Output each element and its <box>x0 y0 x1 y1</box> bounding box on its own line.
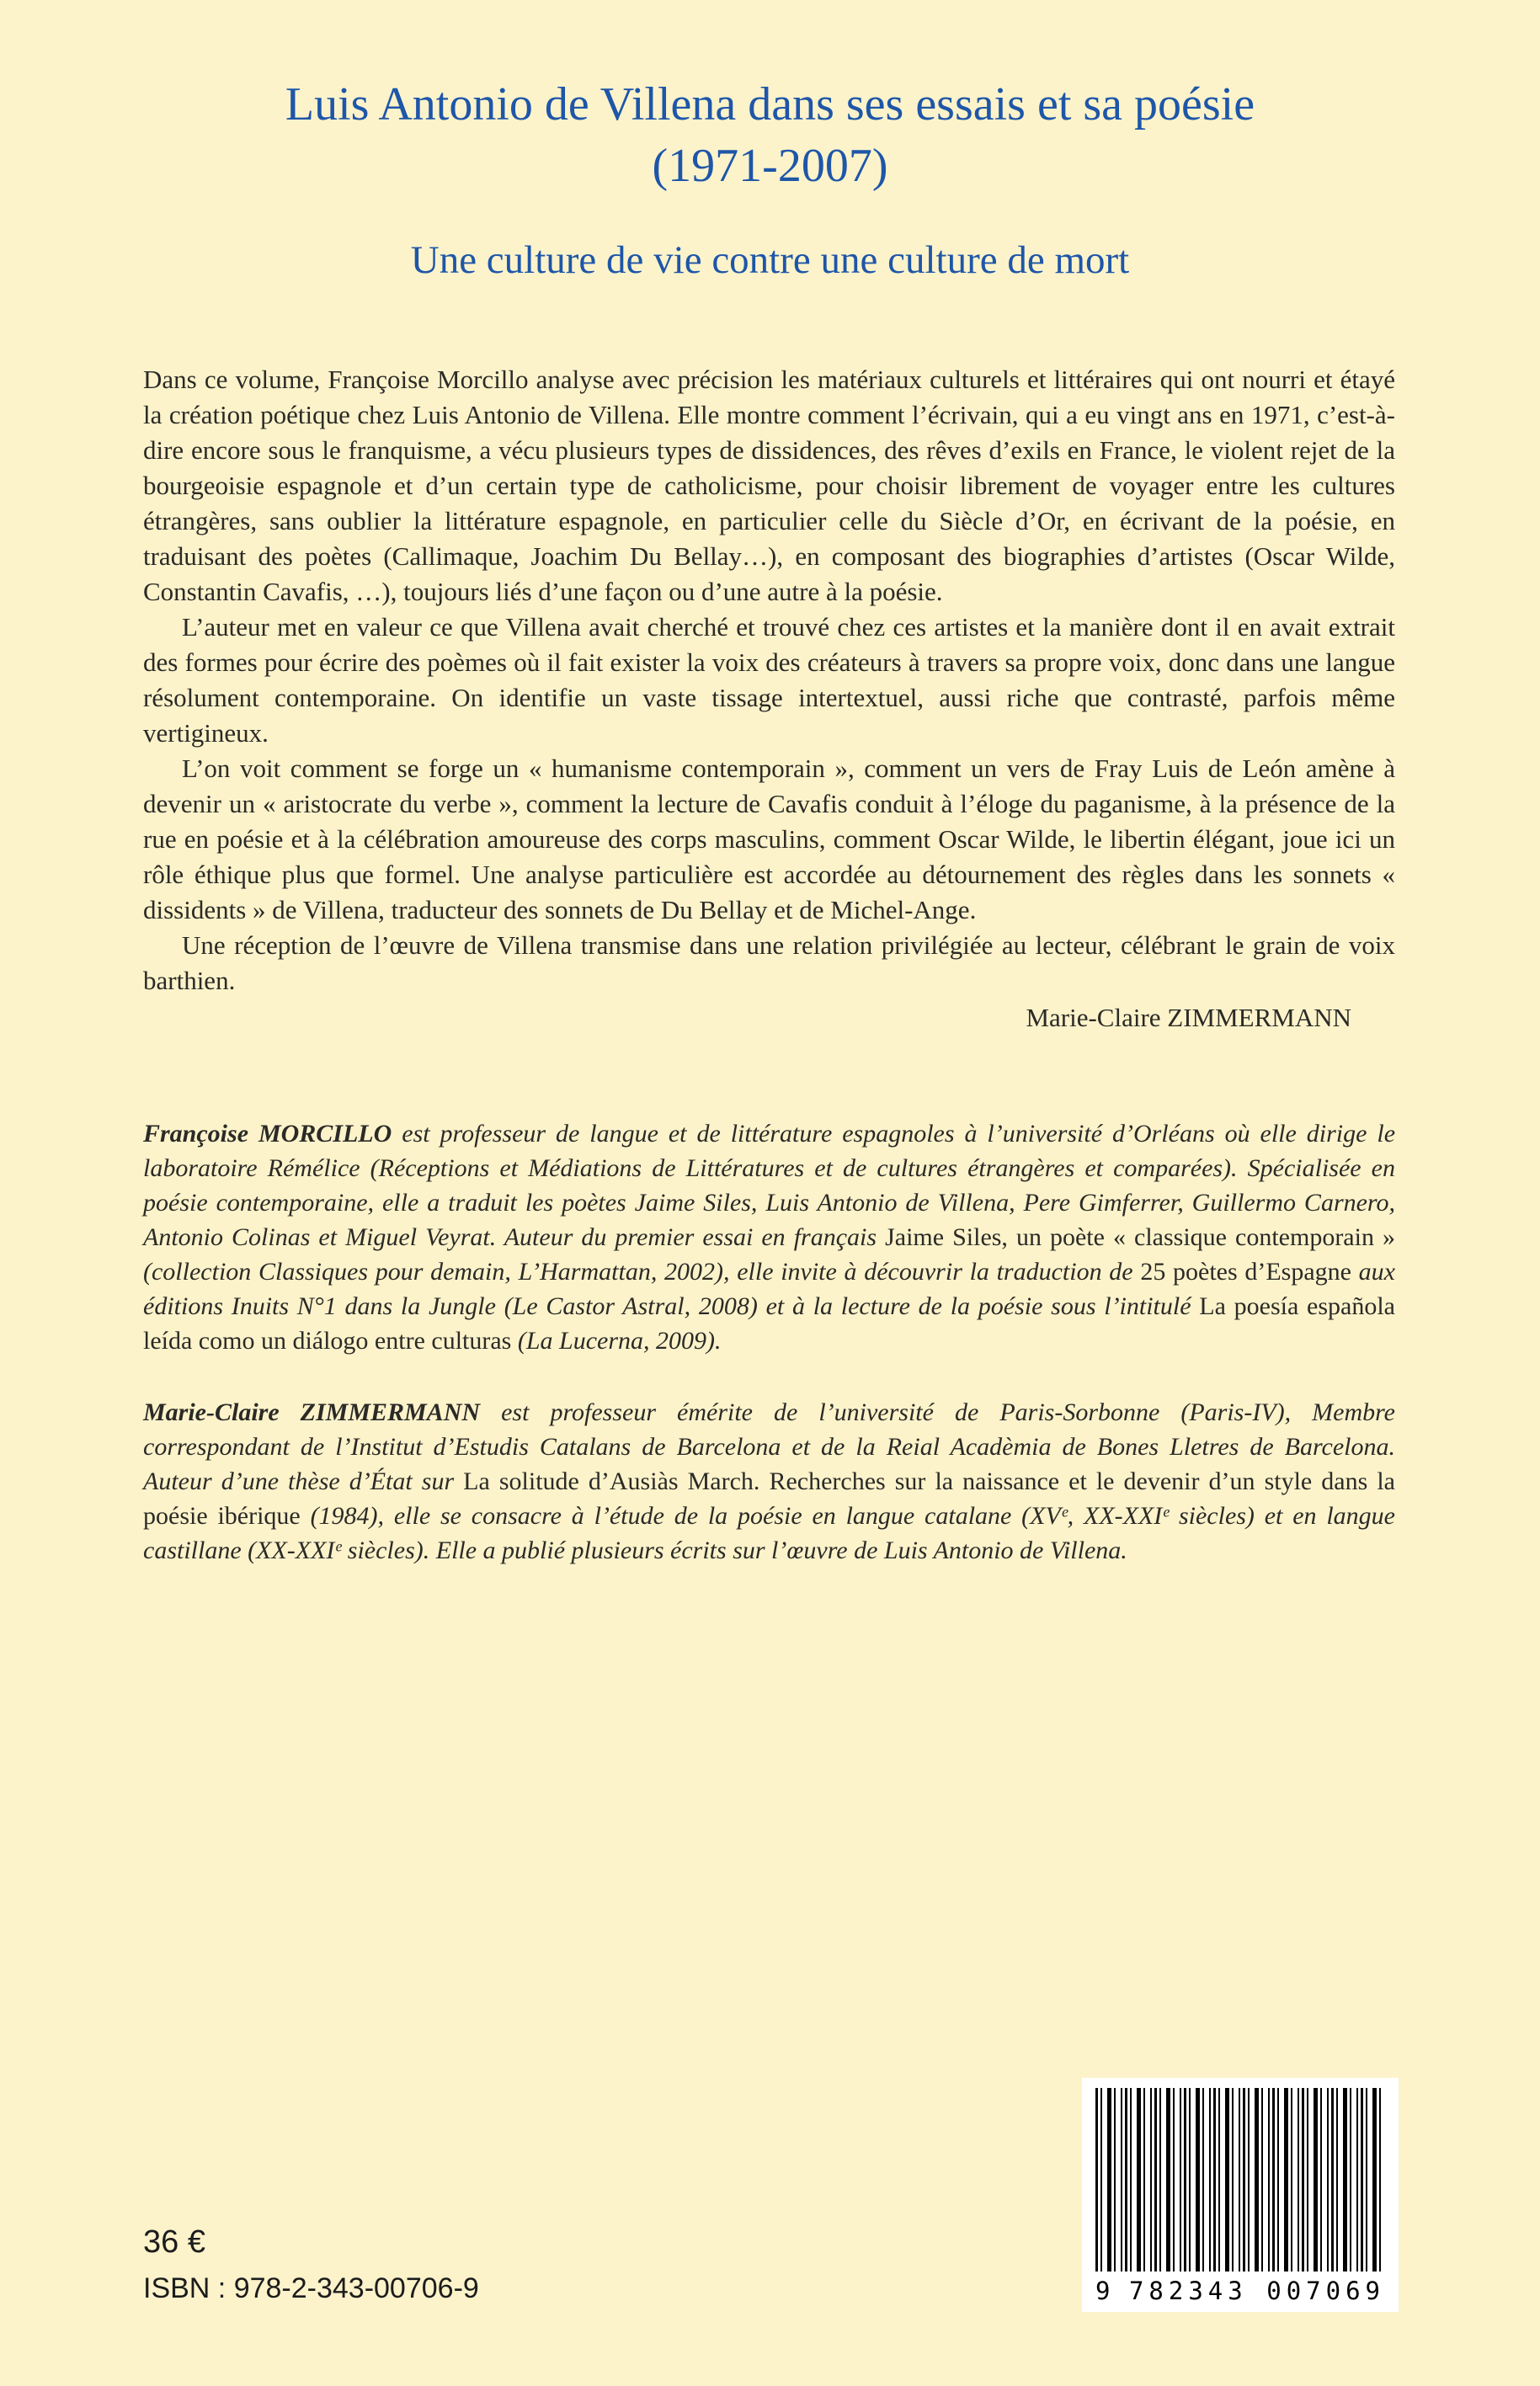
summary-signature: Marie-Claire ZIMMERMANN <box>1026 1003 1351 1033</box>
price: 36 € <box>143 2224 205 2260</box>
back-cover-summary <box>143 362 1395 1036</box>
title-line2: (1971-2007) <box>652 139 888 192</box>
summary-paragraph: Dans ce volume, Françoise Morcillo analyse avec précision les matériaux culturels et littéraires qui ont nourri et étayé la création poétique chez Luis Antonio de Villena. Elle montre comment l’écrivain, qui a eu vingt ans en 1971, c’est-à-dire encore sous le franquisme, a vécu plusieurs types de dissidences, des rêves d’exils en France, le violent rejet de la bourgeoisie espagnole et d’un certain type de catholicisme, pour choisir librement de voyager entre les cultures étrangères, sans oublier la littérature espagnole, en particulier celle du Siècle d’Or, en écrivant de la poésie, en traduisant des poètes (Callimaque, Joachim Du Bellay…), en composant des biographies d’artistes (Oscar Wilde, Constantin Cavafis, …), toujours liés d’une façon ou d’une autre à la poésie. <box>143 365 1395 607</box>
bio-morcillo: Françoise MORCILLO est professeur de langue et de littérature espagnoles à l’université d’Orléans où elle dirige le laboratoire Rémélice (Réceptions et Médiations de Littératures et de cultures étrangères et comparées). Spécialisée en poésie contemporaine, elle a traduit les poètes Jaime Siles, Luis Antonio de Villena, Pere Gimferrer, Guillermo Carnero, Antonio Colinas et Miguel Veyrat. Auteur du premier essai en français Jaime Siles, un poète « classique contemporain » (collection Classiques pour demain, L’Harmattan, 2002), elle invite à découvrir la traduction de 25 poètes d’Espagne aux éditions Inuits N°1 dans la Jungle (Le Castor Astral, 2008) et à la lecture de la poésie sous l’intitulé La poesía española leída como un diálogo entre culturas (La Lucerna, 2009). <box>143 1120 1396 1355</box>
page-subtitle: Une culture de vie contre une culture de mort <box>410 237 1130 282</box>
title-block <box>97 74 1443 285</box>
barcode <box>1082 2078 1399 2312</box>
isbn: ISBN : 978-2-343-00706-9 <box>143 2272 479 2304</box>
page-title <box>97 74 1443 197</box>
summary-paragraph: L’on voit comment se forge un « humanisme contemporain », comment un vers de Fray Luis de León amène à devenir un « aristocrate du verbe », comment la lecture de Cavafis conduit à l’éloge du paganisme, à la présence de la rue en poésie et à la célébration amoureuse des corps masculins, comment Oscar Wilde, le libertin élégant, joue ici un rôle éthique plus que formel. Une analyse particulière est accordée au détournement des règles dans les sonnets « dissidents » de Villena, traducteur des sonnets de Du Bellay et de Michel-Ange. <box>143 754 1395 925</box>
barcode-digit-left: 9 <box>1095 2277 1111 2305</box>
summary-paragraph: Une réception de l’œuvre de Villena transmise dans une relation privilégiée au lecteur, célébrant le grain de voix barthien. <box>143 930 1395 996</box>
barcode-digits <box>1095 2271 1385 2305</box>
summary-paragraph: L’auteur met en valeur ce que Villena avait cherché et trouvé chez ces artistes et la manière dont il en avait extrait des formes pour écrire des poèmes où il fait exister la voix des créateurs à travers sa propre voix, donc dans une langue résolument contemporaine. On identifie un vaste tissage intertextuel, aussi riche que contrasté, parfois même vertigineux. <box>143 612 1395 748</box>
barcode-digits-group1: 782343 <box>1128 2277 1248 2305</box>
author-bios <box>143 1116 1395 1568</box>
barcode-bars-icon <box>1095 2088 1385 2271</box>
price-isbn-block <box>143 2224 479 2305</box>
bio-zimmermann: Marie-Claire ZIMMERMANN est professeur émérite de l’université de Paris-Sorbonne (Paris-IV), Membre correspondant de l’Institut d’Estudis Catalans de Barcelona et de la Reial Acadèmia de Bones Lletres de Barcelona. Auteur d’une thèse d’État sur La solitude d’Ausiàs March. Recherches sur la naissance et le devenir d’un style dans la poésie ibérique (1984), elle se consacre à l’étude de la poésie en langue catalane (XVᵉ, XX-XXIᵉ siècles) et en langue castillane (XX-XXIᵉ siècles). Elle a publié plusieurs écrits sur l’œuvre de Luis Antonio de Villena. <box>143 1398 1395 1565</box>
barcode-digits-group2: 007069 <box>1266 2277 1385 2305</box>
title-line1: Luis Antonio de Villena dans ses essais et sa poésie <box>285 78 1255 130</box>
